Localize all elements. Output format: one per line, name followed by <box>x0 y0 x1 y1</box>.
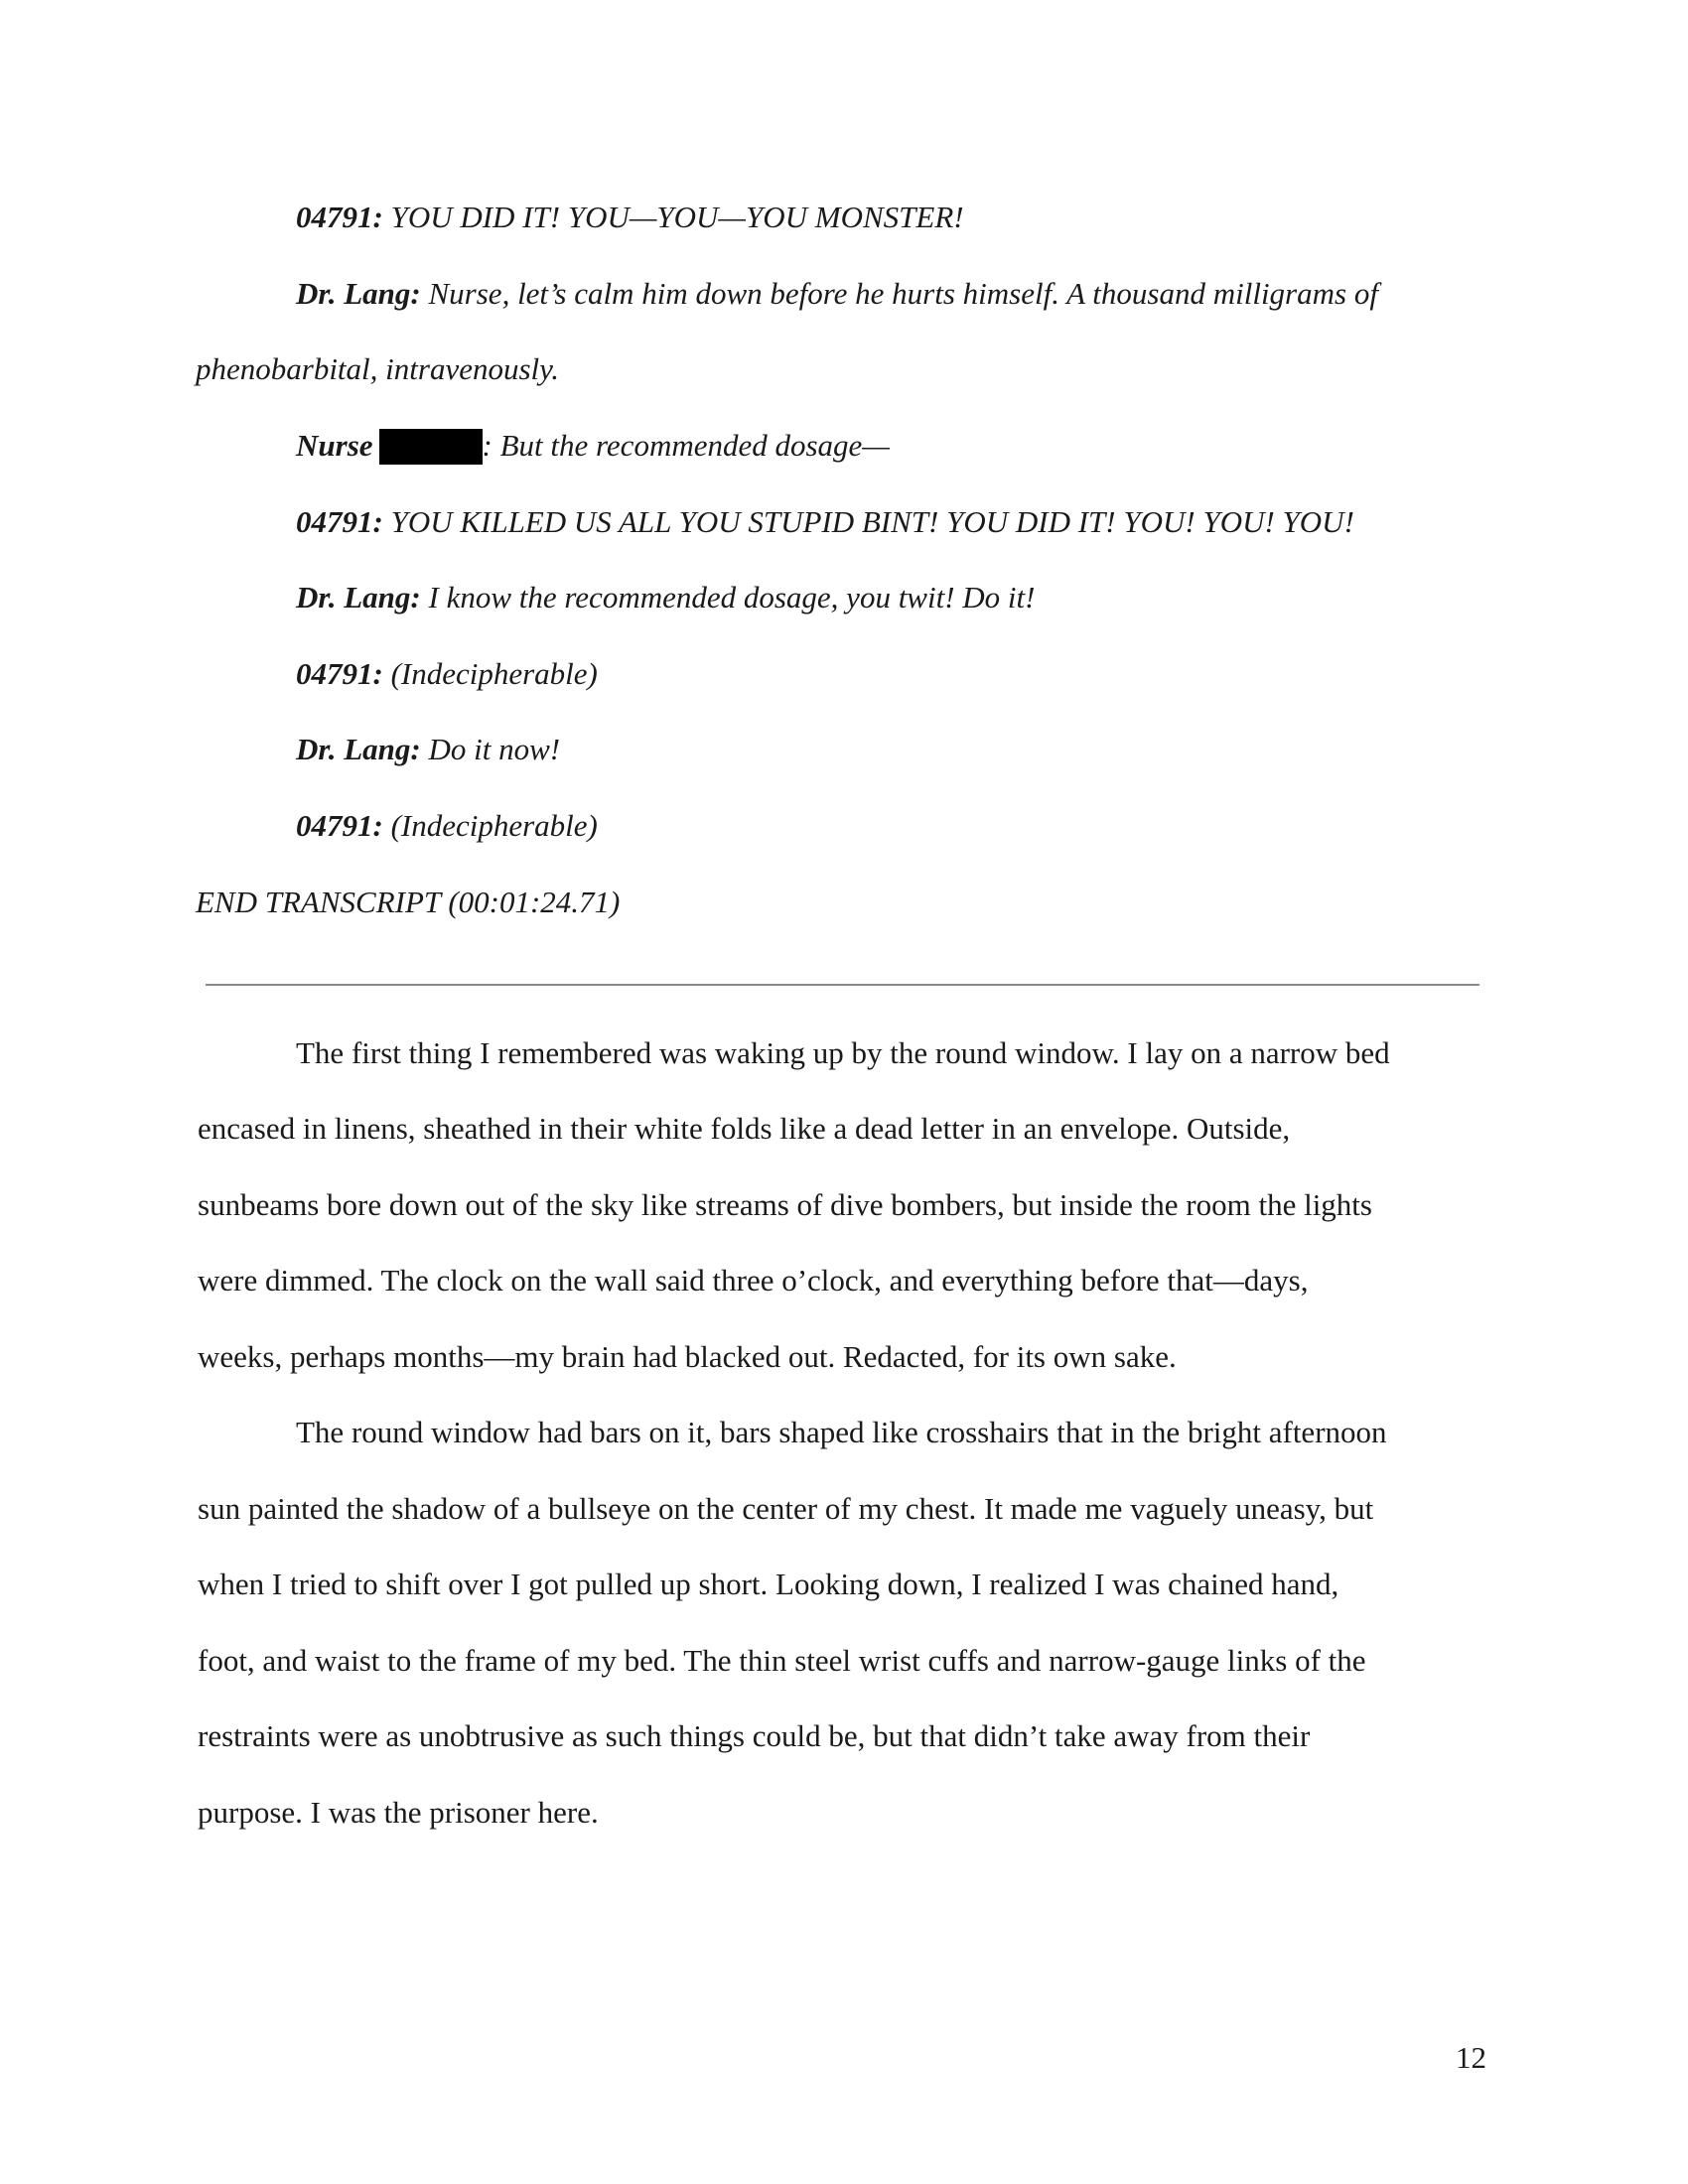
prose-line: weeks, perhaps months—my brain had blacked out. Redacted, for its own sake. <box>198 1339 1177 1374</box>
dialogue-text: Nurse, let’s calm him down before he hurts himself. A thousand milligrams of <box>420 276 1378 311</box>
prose-line: sunbeams bore down out of the sky like streams of dive bombers, but inside the room the lights <box>198 1187 1372 1222</box>
dialogue-text: (Indecipherable) <box>382 808 598 843</box>
transcript-line <box>296 730 560 769</box>
speaker-label: 04791: <box>296 656 383 691</box>
prose-line: sun painted the shadow of a bullseye on the center of my chest. It made me vaguely uneasy, but <box>198 1491 1374 1526</box>
transcript-end-marker: END TRANSCRIPT (00:01:24.71) <box>196 885 621 919</box>
transcript-line <box>296 806 598 846</box>
speaker-label: Dr. Lang: <box>296 732 421 766</box>
transcript-line <box>296 502 1354 542</box>
speaker-label: Dr. Lang: <box>296 580 421 614</box>
prose-line: The first thing I remembered was waking up by the round window. I lay on a narrow bed <box>296 1035 1390 1070</box>
speaker-label: Nurse <box>296 428 373 463</box>
prose-line: were dimmed. The clock on the wall said three o’clock, and everything before that—days, <box>198 1263 1309 1297</box>
dialogue-text: Do it now! <box>420 732 561 766</box>
prose-line: purpose. I was the prisoner here. <box>198 1795 599 1830</box>
speaker-label: 04791: <box>296 200 383 234</box>
transcript-line <box>296 274 1378 314</box>
dialogue-text: (Indecipherable) <box>382 656 598 691</box>
dialogue-text: I know the recommended dosage, you twit! Do it! <box>420 580 1036 614</box>
prose-line: when I tried to shift over I got pulled up short. Looking down, I realized I was chained hand, <box>198 1567 1339 1601</box>
dialogue-text: YOU KILLED US ALL YOU STUPID BINT! YOU DID IT! YOU! YOU! YOU! <box>382 504 1354 539</box>
transcript-line <box>296 654 598 694</box>
transcript-line <box>296 198 964 237</box>
transcript-line <box>296 426 890 466</box>
prose-line: foot, and waist to the frame of my bed. The thin steel wrist cuffs and narrow-gauge links of the <box>198 1643 1366 1678</box>
speaker-label: 04791: <box>296 808 383 843</box>
prose-line: restraints were as unobtrusive as such things could be, but that didn’t take away from their <box>198 1718 1311 1753</box>
dialogue-text: YOU DID IT! YOU—YOU—YOU MONSTER! <box>382 200 964 234</box>
dialogue-text: phenobarbital, intravenously. <box>196 351 559 386</box>
prose-line: The round window had bars on it, bars shaped like crosshairs that in the bright afternoon <box>296 1415 1387 1449</box>
redaction-bar <box>379 429 483 465</box>
prose-line: encased in linens, sheathed in their white folds like a dead letter in an envelope. Outside, <box>198 1111 1291 1146</box>
section-divider <box>206 984 1479 986</box>
dialogue-text: : But the recommended dosage— <box>482 428 890 463</box>
transcript-continuation <box>196 349 559 389</box>
speaker-label: Dr. Lang: <box>296 276 421 311</box>
page-number: 12 <box>1456 2040 1486 2075</box>
transcript-line <box>296 578 1035 617</box>
speaker-label: 04791: <box>296 504 383 539</box>
